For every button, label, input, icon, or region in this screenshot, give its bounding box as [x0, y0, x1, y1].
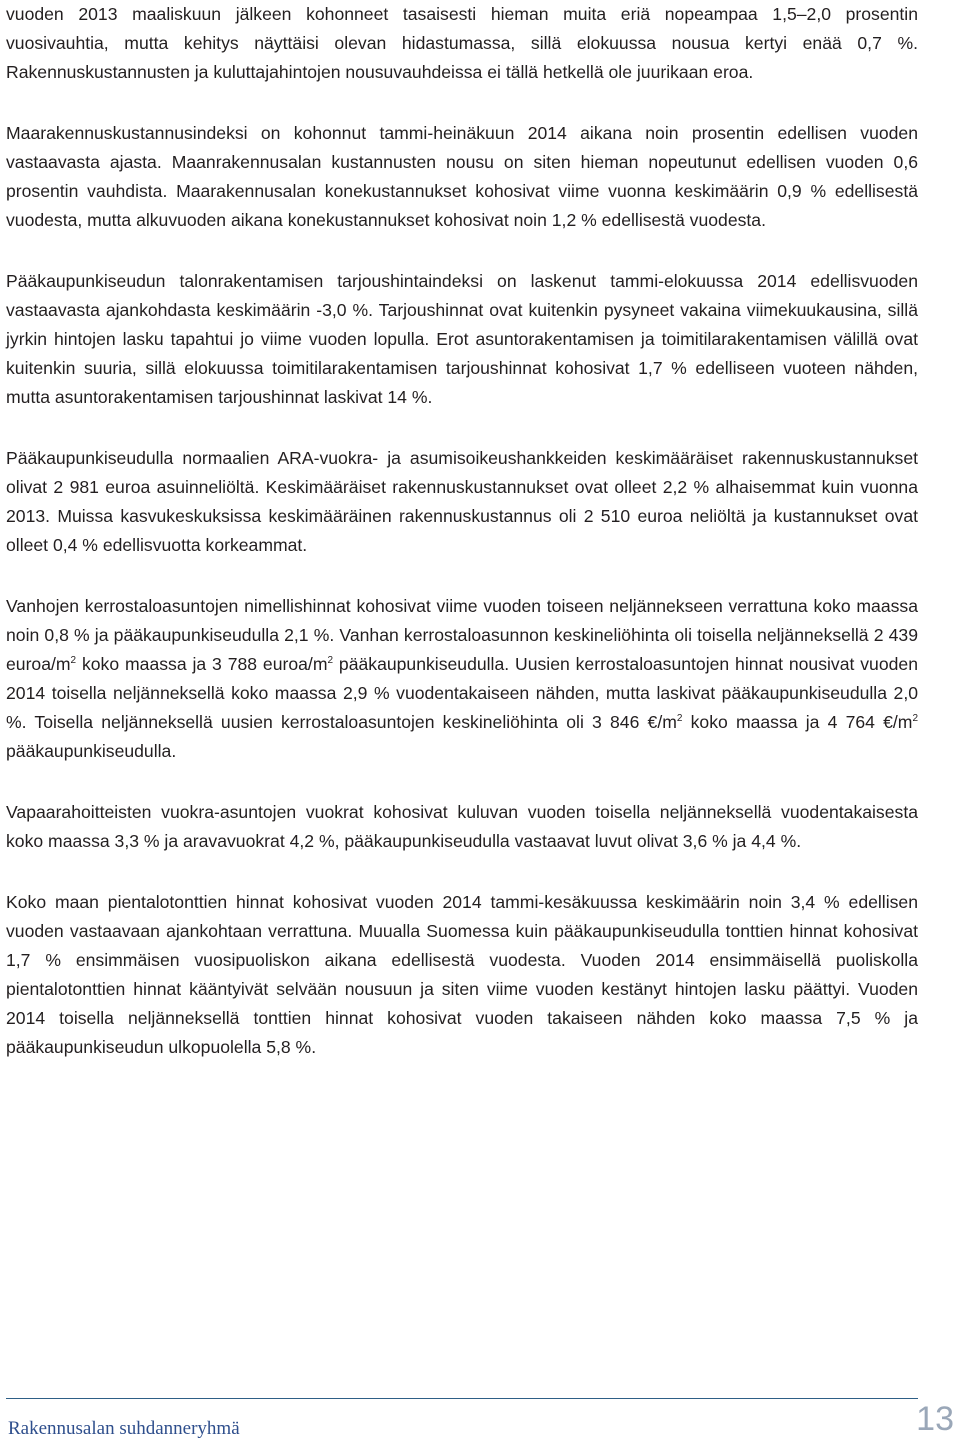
paragraph-2: Maarakennuskustannusindeksi on kohonnut tammi-heinäkuun 2014 aikana noin prosentin edellisen vuoden vastaavasta ajasta. Maanrakennusalan kustannusten nousu on siten hieman nopeutunut edellisen vuoden 0,6 prosentin vauhdista. Maarakennusalan konekustannukset kohosivat viime vuonna keskimäärin 0,9 % edellisestä vuodesta, mutta alkuvuoden aikana konekustannukset kohosivat noin 1,2 % edellisestä vuodesta.	[6, 123, 918, 230]
paragraph-5-part: pääkaupunkiseudulla. Uusien kerrostaloasuntojen hinnat nousivat vuoden 2014 toisella neljänneksellä koko maassa 2,9 % vuodentakaiseen nähden, mutta laskivat pääkaupunkiseudulla 2,0 %. Toisella neljänneksellä uusien kerrostaloasuntojen keskineliöhinta oli 3 846 €/m	[6, 654, 918, 732]
paragraph-1: vuoden 2013 maaliskuun jälkeen kohonneet tasaisesti hieman muita eriä nopeampaa 1,5–2,0 prosentin vuosivauhtia, mutta kehitys näyttäisi olevan hidastumassa, sillä elokuussa nousua kertyi enää 0,7 %. Rakennuskustannusten ja kuluttajahintojen nousuvauhdeissa ei tällä hetkellä ole juurikaan eroa.	[6, 4, 918, 82]
paragraph-5	[6, 592, 918, 766]
paragraph-4: Pääkaupunkiseudulla normaalien ARA-vuokra- ja asumisoikeushankkeiden keskimääräiset rakennuskustannukset olivat 2 981 euroa asuinneliöltä. Keskimääräiset rakennuskustannukset ovat olleet 2,2 % alhaisemmat kuin vuonna 2013. Muissa kasvukeskuksissa keskimääräinen rakennuskustannus oli 2 510 euroa neliöltä ja kustannukset ovat olleet 0,4 % edellisvuotta korkeammat.	[6, 448, 918, 555]
paragraph-5-part: koko maassa ja 3 788 euroa/m	[76, 654, 328, 674]
paragraph-5-part: pääkaupunkiseudulla.	[6, 741, 177, 761]
footer-divider	[6, 1398, 918, 1399]
paragraph-7: Koko maan pientalotonttien hinnat kohosivat vuoden 2014 tammi-kesäkuussa keskimäärin noin 3,4 % edellisen vuoden vastaavaan ajankohtaan verrattuna. Muualla Suomessa kuin pääkaupunkiseudulla tonttien hinnat kohosivat 1,7 % ensimmäisen vuosipuoliskon aikana edellisestä vuodesta. Vuoden 2014 ensimmäisellä puoliskolla pientalotonttien hinnat kääntyivät selvään nousuun ja siten viime vuoden kestänyt hintojen lasku päättyi. Vuoden 2014 toisella neljänneksellä tonttien hinnat kohosivat vuoden takaiseen nähden koko maassa 7,5 % ja pääkaupunkiseudun ulkopuolella 5,8 %.	[6, 892, 918, 1057]
footer-publisher: Rakennusalan suhdanneryhmä	[8, 1418, 240, 1439]
document-body	[6, 0, 918, 1094]
paragraph-5-part: koko maassa ja 4 764 €/m	[682, 712, 913, 732]
superscript-squared: 2	[70, 655, 77, 667]
paragraph-5-part: Vanhojen kerrostaloasuntojen nimellishinnat kohosivat viime vuoden toiseen neljännekseen verrattuna koko maassa noin 0,8 % ja pääkaupunkiseudulla 2,1 %. Vanhan kerrostaloasunnon keskineliöhinta oli toisella neljänneksellä 2 439 euroa/m	[6, 596, 918, 674]
superscript-squared: 2	[327, 655, 334, 667]
paragraph-3: Pääkaupunkiseudun talonrakentamisen tarjoushintaindeksi on laskenut tammi-elokuussa 2014 edellisvuoden vastaavasta ajankohdasta keskimäärin -3,0 %. Tarjoushinnat ovat kuitenkin pysyneet vakaina viimekuukausina, sillä jyrkin hintojen lasku tapahtui jo viime vuoden lopulla. Erot asuntorakentamisen ja toimitilarakentamisen välillä ovat kuitenkin suuria, sillä elokuussa toimitilarakentamisen tarjoushinnat kohosivat 1,7 % edelliseen vuoteen nähden, mutta asuntorakentamisen tarjoushinnat laskivat 14 %.	[6, 271, 918, 407]
superscript-squared: 2	[676, 713, 683, 725]
page-number: 13	[916, 1400, 954, 1438]
superscript-squared: 2	[912, 713, 918, 725]
paragraph-6: Vapaarahoitteisten vuokra-asuntojen vuokrat kohosivat kuluvan vuoden toisella neljänneksellä vuodentakaisesta koko maassa 3,3 % ja aravavuokrat 4,2 %, pääkaupunkiseudulla vastaavat luvut olivat 3,6 % ja 4,4 %.	[6, 802, 918, 851]
